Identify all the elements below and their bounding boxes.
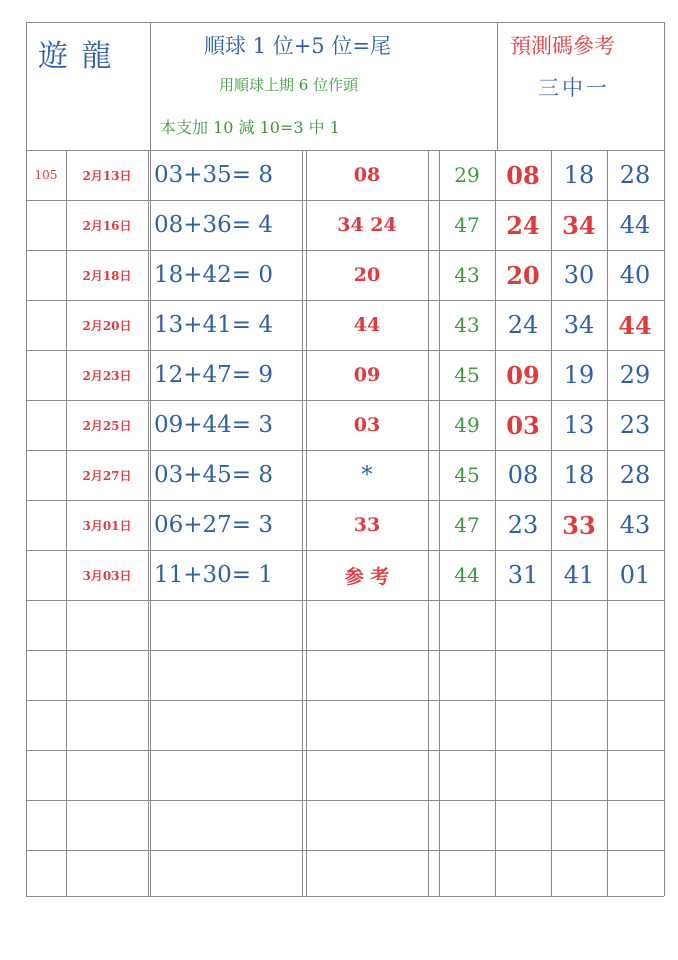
period-number	[26, 400, 66, 450]
column-divider	[428, 150, 429, 896]
reference-number: 28	[619, 461, 651, 489]
head-number: 44	[454, 563, 480, 587]
reference-number: 01	[619, 561, 651, 589]
row-divider	[26, 800, 664, 801]
column-divider	[607, 150, 608, 896]
column-divider	[150, 150, 151, 896]
column-divider	[439, 150, 440, 896]
reference-number: 34	[563, 311, 595, 339]
head-number: 47	[454, 213, 480, 237]
header-divider	[26, 150, 664, 151]
row-divider	[26, 300, 664, 301]
reference-number: 30	[563, 261, 595, 289]
row-divider	[26, 850, 664, 851]
row-divider	[26, 600, 664, 601]
predicted-picks: 参 考	[344, 565, 390, 588]
predicted-picks: *	[361, 462, 373, 488]
row-divider	[26, 550, 664, 551]
head-number: 49	[454, 413, 480, 437]
formula-heading: 順球 1 位+5 位=尾	[204, 34, 391, 58]
period-number	[26, 500, 66, 550]
head-number: 29	[454, 163, 480, 187]
reference-number: 33	[562, 510, 596, 540]
sum-formula: 08+36= 4	[154, 212, 274, 238]
sum-formula: 13+41= 4	[154, 312, 274, 338]
sheet-title: 遊 龍	[38, 39, 114, 74]
sum-formula: 03+35= 8	[154, 162, 274, 188]
reference-number: 18	[563, 161, 595, 189]
reference-number: 44	[618, 310, 652, 340]
predicted-picks: 03	[353, 414, 381, 436]
reference-number: 13	[563, 411, 595, 439]
predicted-picks: 08	[353, 164, 381, 186]
border-left	[26, 22, 27, 896]
row-divider	[26, 700, 664, 701]
reference-number: 20	[506, 260, 540, 290]
predicted-picks: 44	[353, 314, 381, 336]
lottery-sheet	[26, 22, 664, 896]
border-top	[26, 22, 664, 23]
sum-formula: 09+44= 3	[154, 412, 274, 438]
reference-number: 34	[562, 210, 596, 240]
sum-formula: 12+47= 9	[154, 362, 274, 388]
head-number: 43	[454, 313, 480, 337]
row-divider	[26, 200, 664, 201]
predicted-picks: 34 24	[337, 214, 397, 236]
reference-number: 09	[506, 360, 540, 390]
rule-note: 本支加 10 減 10=3 中 1	[160, 118, 340, 137]
period-number	[26, 550, 66, 600]
header-divider-right	[497, 22, 498, 150]
draw-date: 2月23日	[82, 368, 132, 383]
reference-number: 24	[507, 311, 539, 339]
period-number	[26, 450, 66, 500]
sum-formula: 18+42= 0	[154, 262, 274, 288]
head-number: 45	[454, 363, 480, 387]
row-divider	[26, 350, 664, 351]
reference-number: 31	[507, 561, 539, 589]
predicted-picks: 09	[353, 364, 381, 386]
three-hit-one-label: 三中一	[538, 76, 610, 100]
header-divider-left	[150, 22, 151, 150]
border-right	[664, 22, 665, 896]
sum-formula: 03+45= 8	[154, 462, 274, 488]
column-divider	[148, 150, 149, 896]
row-divider	[26, 750, 664, 751]
row-divider	[26, 250, 664, 251]
column-divider	[66, 150, 67, 896]
column-divider	[551, 150, 552, 896]
row-divider	[26, 500, 664, 501]
reference-number: 24	[506, 210, 540, 240]
predicted-picks: 33	[353, 514, 381, 536]
draw-date: 3月03日	[82, 568, 132, 583]
draw-date: 2月20日	[82, 318, 132, 333]
reference-number: 41	[563, 561, 595, 589]
reference-number: 03	[506, 410, 540, 440]
head-number: 45	[454, 463, 480, 487]
draw-date: 3月01日	[82, 518, 132, 533]
period-number	[26, 200, 66, 250]
period-number: 105	[34, 168, 58, 182]
reference-number: 43	[619, 511, 651, 539]
row-divider	[26, 450, 664, 451]
reference-number: 23	[507, 511, 539, 539]
sum-formula: 11+30= 1	[154, 562, 274, 588]
method-note: 用順球上期 6 位作頭	[219, 76, 359, 94]
reference-number: 28	[619, 161, 651, 189]
reference-number: 18	[563, 461, 595, 489]
reference-number: 19	[563, 361, 595, 389]
predicted-picks: 20	[353, 264, 381, 286]
reference-number: 29	[619, 361, 651, 389]
border-bottom	[26, 896, 664, 897]
sum-formula: 06+27= 3	[154, 512, 274, 538]
row-divider	[26, 400, 664, 401]
draw-date: 2月13日	[82, 168, 132, 183]
head-number: 47	[454, 513, 480, 537]
column-divider	[306, 150, 307, 896]
reference-number: 08	[506, 160, 540, 190]
reference-number: 44	[619, 211, 651, 239]
period-number	[26, 300, 66, 350]
reference-number: 08	[507, 461, 539, 489]
draw-date: 2月16日	[82, 218, 132, 233]
row-divider	[26, 650, 664, 651]
draw-date: 2月18日	[82, 268, 132, 283]
head-number: 43	[454, 263, 480, 287]
column-divider	[302, 150, 303, 896]
draw-date: 2月27日	[82, 468, 132, 483]
prediction-reference-label: 預測碼參考	[510, 34, 615, 58]
reference-number: 23	[619, 411, 651, 439]
period-number	[26, 350, 66, 400]
column-divider	[495, 150, 496, 896]
draw-date: 2月25日	[82, 418, 132, 433]
reference-number: 40	[619, 261, 651, 289]
period-number	[26, 250, 66, 300]
